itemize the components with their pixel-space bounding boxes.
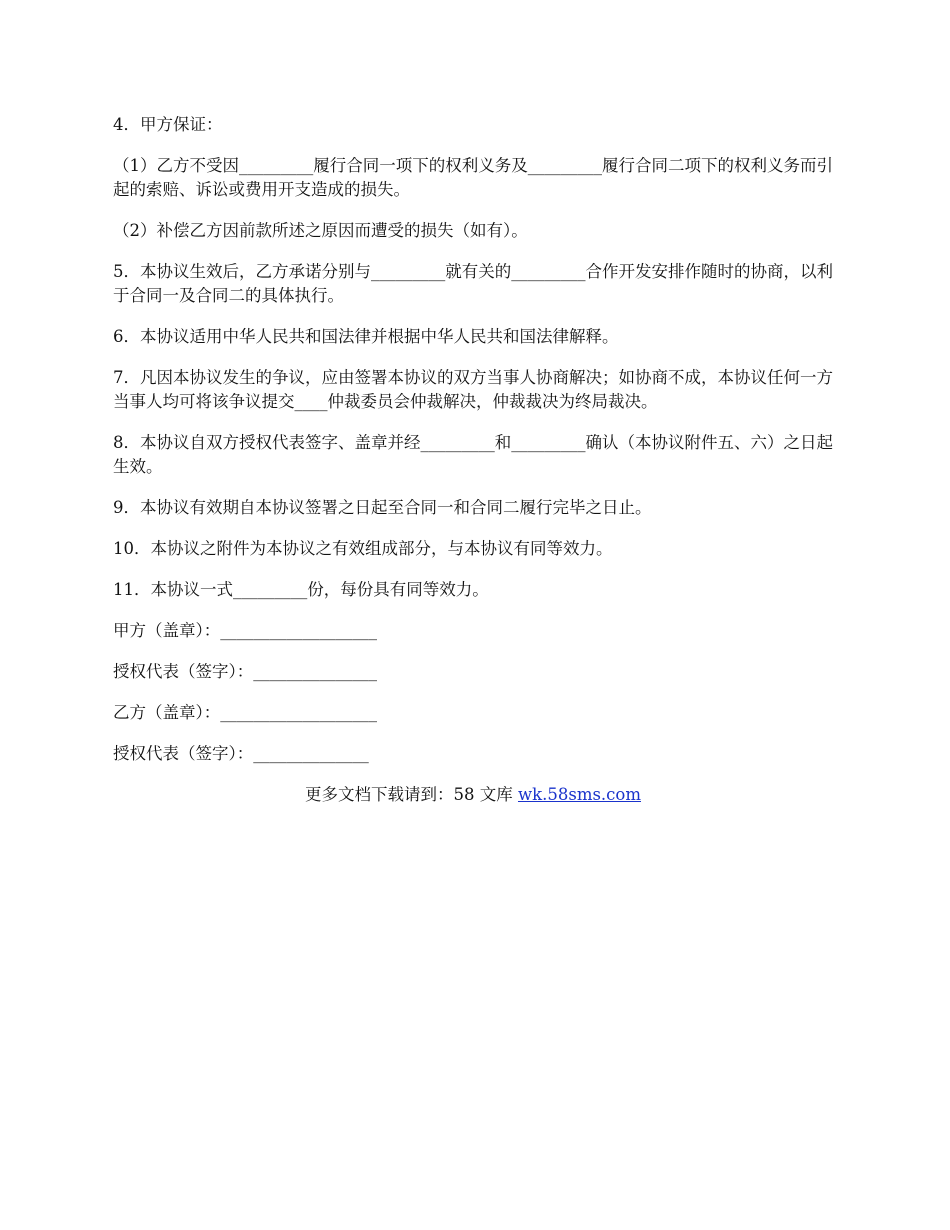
clause-4-item-2: （2）补偿乙方因前款所述之原因而遭受的损失（如有）。: [113, 221, 528, 240]
party-b-seal-line: 乙方（盖章）：___________________: [113, 703, 377, 722]
party-a-seal-line: 甲方（盖章）：___________________: [113, 621, 377, 640]
party-b-representative-line: 授权代表（签字）：______________: [113, 744, 369, 763]
clause-7: 7．凡因本协议发生的争议，应由签署本协议的双方当事人协商解决；如协商不成，本协议任何一方当事人均可将该争议提交____仲裁委员会仲裁解决，仲裁裁决为终局裁决。: [113, 368, 833, 411]
clause-9: 9．本协议有效期自本协议签署之日起至合同一和合同二履行完毕之日止。: [113, 498, 652, 517]
footer-prefix: 更多文档下载请到：58 文库: [304, 785, 518, 804]
party-a-representative-line: 授权代表（签字）：_______________: [113, 662, 377, 681]
clause-11: 11．本协议一式_________份，每份具有同等效力。: [113, 580, 489, 599]
download-footer: [113, 783, 833, 807]
clause-10: 10．本协议之附件为本协议之有效组成部分，与本协议有同等效力。: [113, 539, 613, 558]
document-page: [113, 113, 833, 807]
clause-4-item-1: （1）乙方不受因_________履行合同一项下的权利义务及_________履行合同二项下的权利义务而引起的索赔、诉讼或费用开支造成的损失。: [113, 156, 833, 199]
clause-6: 6．本协议适用中华人民共和国法律并根据中华人民共和国法律解释。: [113, 327, 619, 346]
clause-5: 5．本协议生效后，乙方承诺分别与_________就有关的_________合作开发安排作随时的协商，以利于合同一及合同二的具体执行。: [113, 262, 833, 305]
clause-8: 8．本协议自双方授权代表签字、盖章并经_________和_________确认（本协议附件五、六）之日起生效。: [113, 433, 833, 476]
clause-4-heading: 4．甲方保证：: [113, 115, 223, 134]
footer-link[interactable]: wk.58sms.com: [517, 785, 641, 804]
